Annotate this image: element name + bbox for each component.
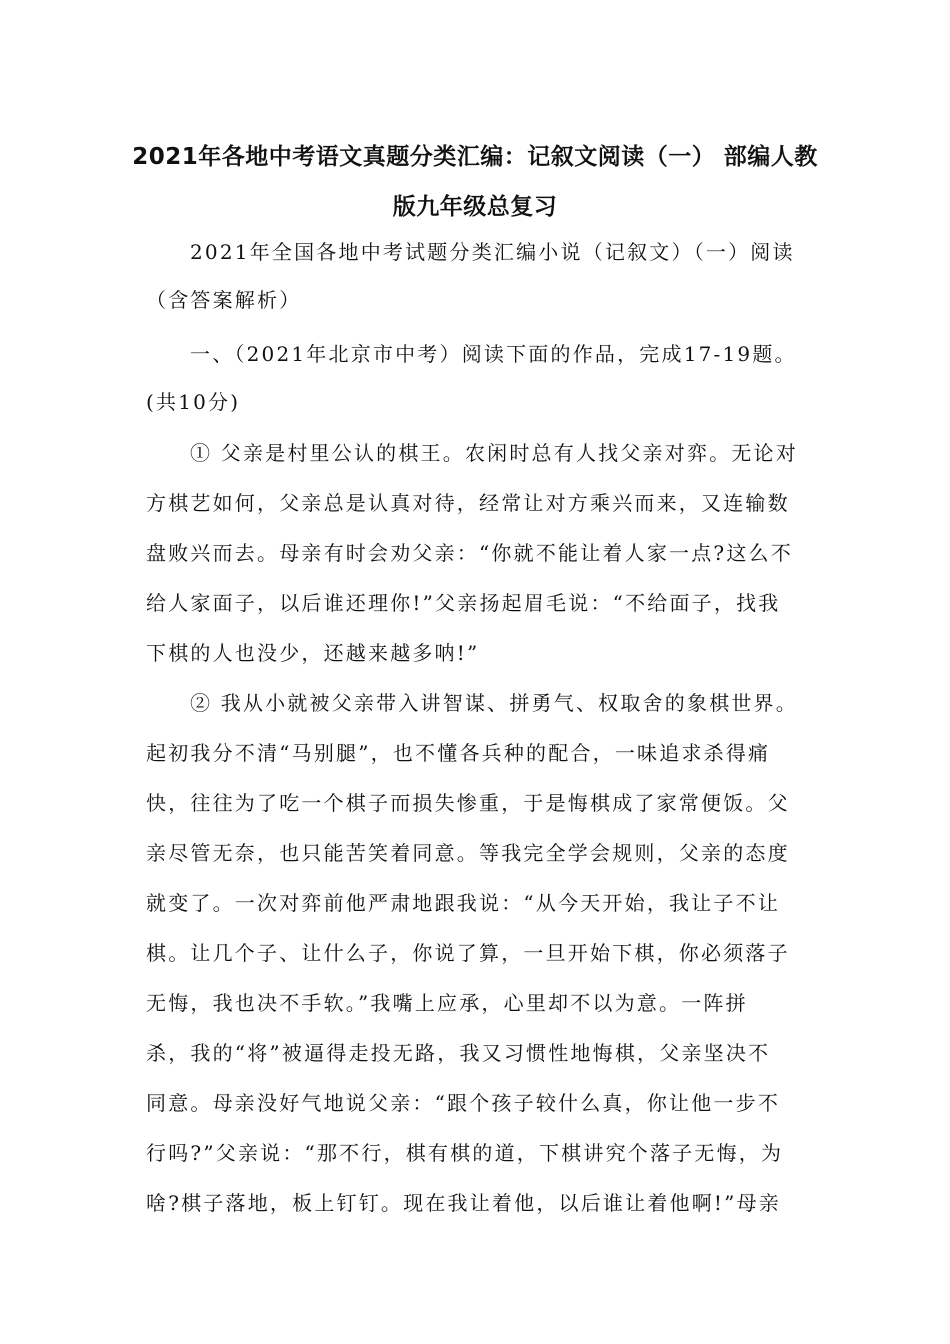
paragraph-2-line-6: 棋。让几个子、让什么子，你说了算，一旦开始下棋，你必须落子 — [146, 941, 790, 965]
paragraph-2-line-5: 就变了。一次对弈前他严肃地跟我说：“从今天开始，我让子不让 — [146, 891, 781, 915]
paragraph-1-line-4: 给人家面子，以后谁还理你!”父亲扬起眉毛说：“不给面子，找我 — [146, 591, 781, 615]
paragraph-2-line-2: 起初我分不清“马别腿”，也不懂各兵种的配合，一味追求杀得痛 — [146, 741, 771, 765]
paragraph-1-line-1: ① 父亲是村里公认的棋王。农闲时总有人找父亲对弈。无论对 — [190, 441, 798, 465]
subtitle-line-1: 2021年全国各地中考试题分类汇编小说（记叙文）（一）阅读 — [190, 240, 795, 264]
document-title-line-2: 版九年级总复习 — [392, 194, 558, 220]
paragraph-2-line-10: 行吗?”父亲说：“那不行，棋有棋的道，下棋讲究个落子无悔，为 — [146, 1141, 784, 1165]
paragraph-2-line-7: 无悔，我也决不手软。”我嘴上应承，心里却不以为意。一阵拼 — [146, 991, 748, 1015]
subtitle-line-2: （含答案解析） — [146, 288, 302, 312]
question-heading-line-2: (共10分) — [146, 390, 241, 414]
paragraph-2-line-8: 杀，我的“将”被逼得走投无路，我又习惯性地悔棋，父亲坚决不 — [146, 1041, 771, 1065]
paragraph-1-line-2: 方棋艺如何，父亲总是认真对待，经常让对方乘兴而来，又连输数 — [146, 491, 790, 515]
paragraph-2-line-9: 同意。母亲没好气地说父亲：“跟个孩子较什么真，你让他一步不 — [146, 1091, 781, 1115]
paragraph-2-line-4: 亲尽管无奈，也只能苦笑着同意。等我完全学会规则，父亲的态度 — [146, 841, 790, 865]
document-title-line-1: 2021年各地中考语文真题分类汇编：记叙文阅读（一） 部编人教 — [132, 144, 818, 170]
paragraph-1-line-5: 下棋的人也没少，还越来越多呐!” — [146, 641, 480, 665]
question-heading-line-1: 一、（2021年北京市中考）阅读下面的作品，完成17-19题。 — [190, 342, 797, 366]
paragraph-1-line-3: 盘败兴而去。母亲有时会劝父亲：“你就不能让着人家一点?这么不 — [146, 541, 793, 565]
paragraph-2-line-11: 啥?棋子落地，板上钉钉。现在我让着他，以后谁让着他啊!”母亲 — [146, 1191, 781, 1215]
paragraph-2-line-1: ② 我从小就被父亲带入讲智谋、拼勇气、权取舍的象棋世界。 — [190, 691, 798, 715]
paragraph-2-line-3: 快，往往为了吃一个棋子而损失惨重，于是悔棋成了家常便饭。父 — [146, 791, 790, 815]
